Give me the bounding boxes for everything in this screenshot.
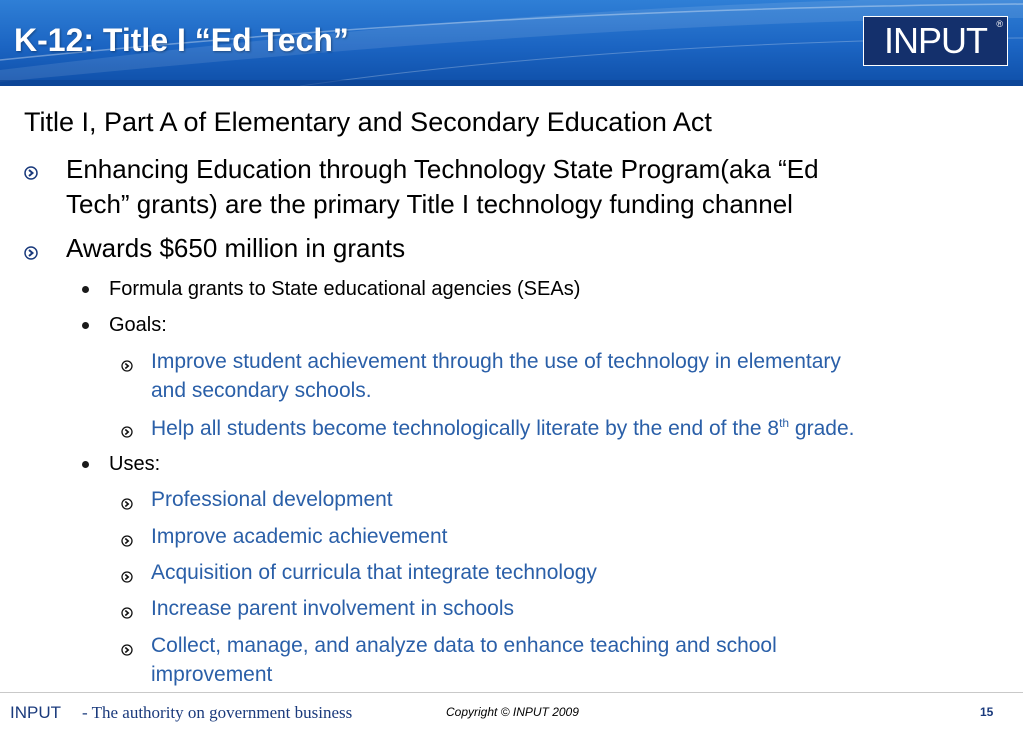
page-number: 15 [980,705,994,719]
goal-tech-literate-end: grade. [789,417,855,440]
dot-bullet-icon [82,461,89,468]
input-logo [863,16,1008,66]
use-parent-involvement: Increase parent involvement in schools [151,597,515,620]
slide-header [0,0,1023,86]
use-professional-development: Professional development [151,488,393,511]
chevron-circle-icon [121,644,133,656]
bullet-ed-tech-line2: Tech” grants) are the primary Title I technology funding channel [66,189,793,219]
bullet-formula-grants: Formula grants to State educational agencies (SEAs) [109,278,581,300]
superscript-th: th [779,416,790,430]
use-curricula: Acquisition of curricula that integrate technology [151,561,597,584]
goal-tech-literate [151,416,854,441]
logo-text: INPUT [884,20,987,61]
chevron-circle-icon [121,571,133,583]
use-collect-data-line1: Collect, manage, and analyze data to enhance teaching and school [151,634,777,657]
goal-tech-literate-text: Help all students become technologically literate by the end of the 8 [151,417,780,440]
footer-brand: INPUT [10,703,61,722]
footer-tagline: - The authority on government business [82,703,353,722]
chevron-circle-icon [24,246,38,260]
registered-mark: ® [996,19,1003,29]
bullet-uses: Uses: [109,453,161,475]
heading: Title I, Part A of Elementary and Secondary Education Act [24,107,712,137]
use-collect-data-line2: improvement [151,663,273,686]
chevron-circle-icon [121,498,133,510]
use-academic-achievement: Improve academic achievement [151,525,448,548]
goal-improve-achievement-line2: and secondary schools. [151,379,372,402]
goal-improve-achievement-line1: Improve student achievement through the use of technology in elementary [151,350,841,373]
chevron-circle-icon [121,607,133,619]
dot-bullet-icon [82,322,89,329]
footer-divider [0,692,1023,693]
chevron-circle-icon [121,426,133,438]
chevron-circle-icon [121,535,133,547]
bullet-awards: Awards $650 million in grants [66,233,406,263]
chevron-circle-icon [24,166,38,180]
copyright-notice: Copyright © INPUT 2009 [446,705,579,719]
bullet-goals: Goals: [109,314,167,336]
dot-bullet-icon [82,286,89,293]
bullet-ed-tech-line1: Enhancing Education through Technology State Program(aka “Ed [66,154,819,184]
chevron-circle-icon [121,360,133,372]
slide-title: K-12: Title I “Ed Tech” [14,22,349,58]
